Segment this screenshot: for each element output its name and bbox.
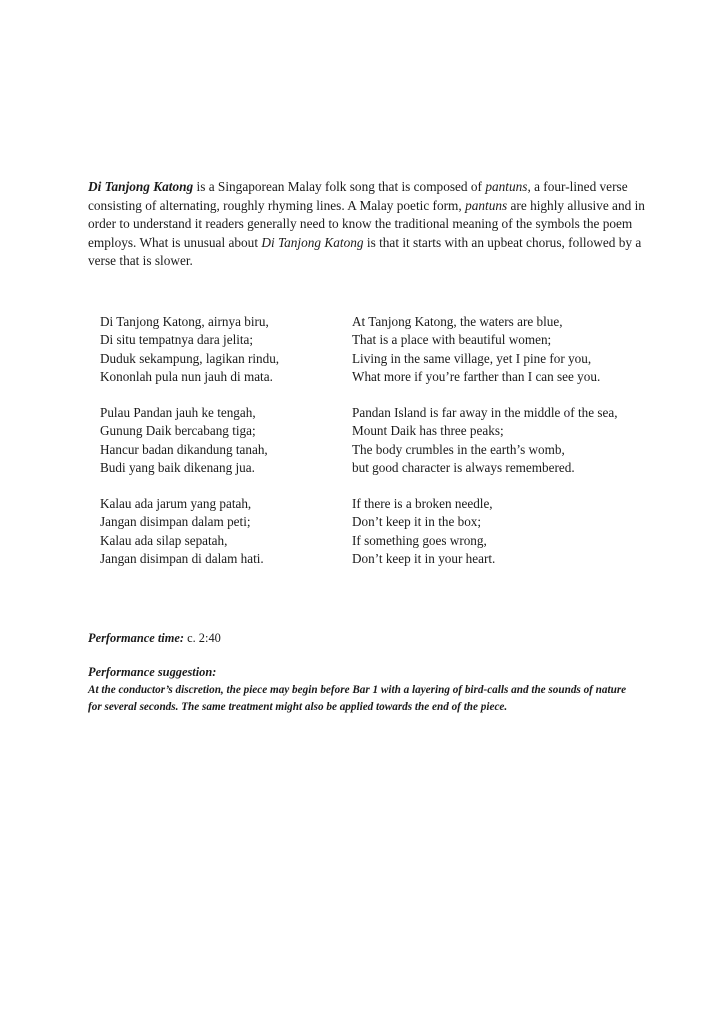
poem-line: Jangan disimpan di dalam hati. [100,550,264,566]
translation-line: Don’t keep it in your heart. [352,550,496,566]
intro-text-2: , a four-lined verse consisting of alternating, roughly rhyming lines. A Malay poetic form, [88,179,628,213]
intro-text-4: is that it starts with an upbeat chorus, followed by a verse that is slower. [88,234,642,269]
stanza-2-english [352,404,660,477]
poem-line: Jangan disimpan dalam peti; [100,514,251,530]
translation-line: If something goes wrong, [352,532,487,548]
poem-line: Di Tanjong Katong, airnya biru, [100,314,269,329]
translation-line: What more if you’re farther than I can see you. [352,368,601,384]
translation-line: Don’t keep it in the box; [352,514,482,530]
poem-line: Gunung Daik bercabang tiga; [100,423,256,439]
translation-line: but good character is always remembered. [352,459,575,475]
performance-suggestion-text: At the conductor’s discretion, the piece may begin before Bar 1 with a layering of bird-calls and the sounds of nature for several seconds. The same treatment might also be applied towards the end of the piece. [88,684,627,713]
poem-line: Kalau ada jarum yang patah, [100,496,252,511]
intro-pantuns-1: pantuns [485,179,528,194]
performance-time-label: Performance time: [88,631,185,645]
intro-pantuns-2: pantuns [465,197,508,213]
translation-line: At Tanjong Katong, the waters are blue, [352,314,563,329]
translation-line: Pandan Island is far away in the middle of the sea, [352,405,618,420]
intro-title-2: Di Tanjong Katong [261,234,364,250]
translation-line: If there is a broken needle, [352,496,493,511]
intro-text-1: is a Singaporean Malay folk song that is composed of [193,179,486,194]
intro-paragraph [88,178,648,271]
stanza-3-malay [100,495,340,568]
performance-suggestion-label: Performance suggestion: [88,665,217,679]
poem-line: Duduk sekampung, lagikan rindu, [100,350,280,366]
poem-line: Kononlah pula nun jauh di mata. [100,368,273,384]
stanza-1 [100,313,660,386]
poem-line: Pulau Pandan jauh ke tengah, [100,405,256,420]
translation-line: The body crumbles in the earth’s womb, [352,441,565,457]
stanza-3 [100,495,660,568]
poem [100,313,660,586]
stanza-1-malay [100,313,340,386]
stanza-3-english [352,495,660,568]
poem-line: Kalau ada silap sepatah, [100,532,228,548]
performance-time [88,631,221,646]
intro-text-3: are highly allusive and in order to understand it readers generally need to know the traditional meaning of the symbols the poem employs. What is unusual about [88,197,645,250]
translation-line: That is a place with beautiful women; [352,332,552,348]
poem-line: Budi yang baik dikenang jua. [100,459,255,475]
poem-line: Di situ tempatnya dara jelita; [100,332,254,348]
translation-line: Mount Daik has three peaks; [352,423,504,439]
stanza-1-english [352,313,660,386]
performance-time-value: c. 2:40 [184,631,221,645]
stanza-2-malay [100,404,340,477]
translation-line: Living in the same village, yet I pine for you, [352,350,592,366]
stanza-2 [100,404,660,477]
poem-line: Hancur badan dikandung tanah, [100,441,268,457]
intro-title: Di Tanjong Katong [88,179,194,194]
